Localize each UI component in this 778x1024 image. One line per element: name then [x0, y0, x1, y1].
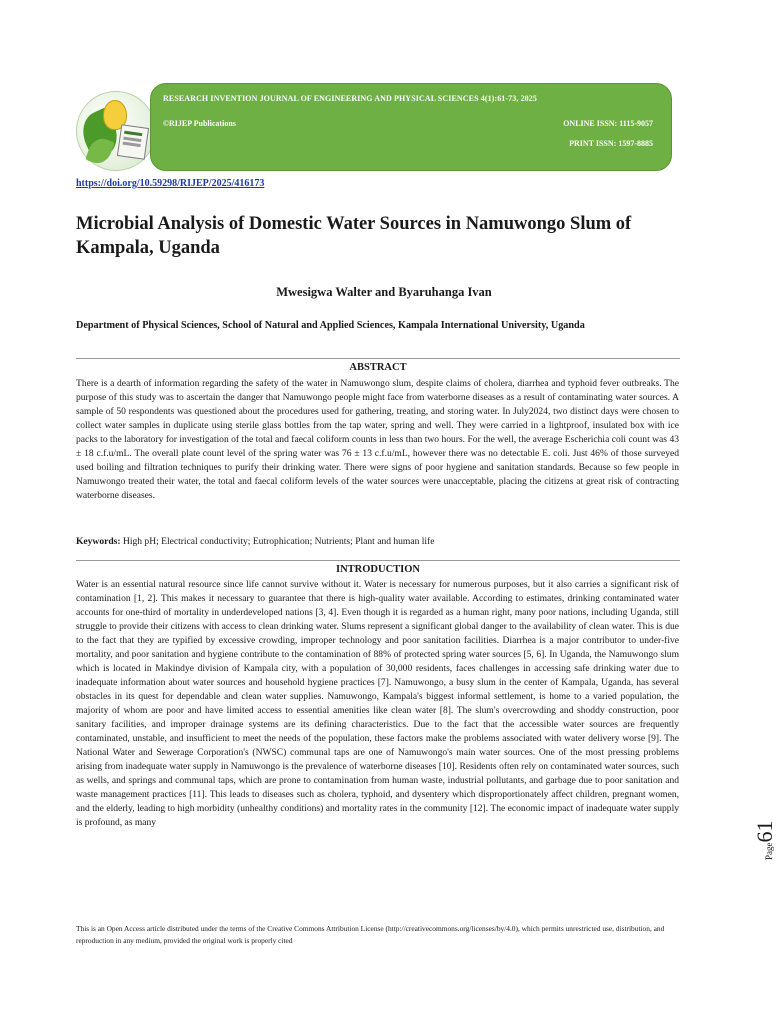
introduction-text: Water is an essential natural resource since life cannot survive without it. Water is necessary for numerous purposes, but it also carries a significant risk of contamination [1, 2]. This makes it necessary to guarantee that there is high-quality water available. According to estimates, drinking contaminated water accounts for one-third of mortality in underdeveloped nations [3, 4]. Even though it is regarded as a human right, many poor nations, including Uganda, still struggle to provide their citizens with access to clean drinking water. Slums represent a significant global danger to the availability of clean water. This is due to the fact that they are typified by excessive crowding, improper technology and poor sanitation facilities. Diarrhea is a major contributor to under-five mortality, and poor sanitation and hygiene contribute to the contamination of 88% of protected spring water sources [5, 6]. In Uganda, the Namuwongo slum which is located in Makindye division of Kampala city, with a population of 30,000 residents, faces challenges in accessing safe drinking water due to inadequate information about water sources and household hygiene practices [7]. Namuwongo, a busy slum in the center of Kampala, Uganda, has several obstacles in its quest for dependable and clean water supplies. Namuwongo, Kampala's biggest informal settlement, is home to a varied population, the majority of whom are poor and have limited access to essential amenities like clean water [8]. The slum's overcrowding and shoddy construction, poor sanitary facilities, and improper drainage systems are its defining characteristics. Due to the fact that the accessible water sources are frequently contaminated, unstable, and insufficient to meet the needs of the population, these factors make the problems associated with water delivery worse [9]. The National Water and Sewerage Corporation's (NWSC) communal taps are one of Namuwongo's main water sources. One of the most pressing problems arising from inadequate water supply in Namuwongo is the prevalence of waterborne diseases [10]. Residents often rely on contaminated water sources, such as wells, and springs and communal taps, which are prone to contamination from human waste, industrial pollutants, and garbage due to poor sanitation and waste management practices [11]. This leads to diseases such as cholera, typhoid, and dysentery which disproportionately affect children, pregnant women, and the elderly, leading to high morbidity (unhealthy conditions) and mortality rates in the community [12]. The economic impact of inadequate water supply is profound, as many [76, 579, 679, 828]
journal-citation: RESEARCH INVENTION JOURNAL OF ENGINEERING AND PHYSICAL SCIENCES 4(1):61-73, 2025 [163, 94, 537, 103]
author-affiliation: Department of Physical Sciences, School of Natural and Applied Sciences, Kampala International University, Uganda [76, 320, 585, 331]
keywords-text: High pH; Electrical conductivity; Eutrophication; Nutrients; Plant and human life [122, 536, 435, 547]
abstract-text: There is a dearth of information regarding the safety of the water in Namuwongo slum, despite claims of cholera, diarrhea and typhoid fever outbreaks. The purpose of this study was to ascertain the danger that Namuwongo people might face from waterborne diseases as a result of contaminating water sources. A sample of 50 respondents was questioned about the procedures used for gathering, treating, and storing water. In July2024, two distinct days were chosen to collect water samples in duplicate using sterile glass bottles from the tap water, spring and well. They were carried in a lightproof, insulated box with ice packs to the laboratory for investigation of the total and faecal coliform counts in less than two hours. For the well, the average Escherichia coli count was 43 ± 18 c.f.u/mL. The overall plate count level of the spring water was 76 ± 13 c.f.u/mL, however there was no detectable E. coli. Just 46% of those surveyed used boiling and filtration techniques to purify their drinking water. There were signs of poor hygiene and sanitation standards. Because so few people in Namuwongo treated their water, the total and faecal coliform levels of the water sources were unacceptable, placing the citizens at great risk of contracting waterborne diseases. [76, 378, 679, 501]
page-word: Page [764, 842, 774, 860]
paper-title: Microbial Analysis of Domestic Water Sources in Namuwongo Slum of Kampala, Uganda [76, 214, 632, 258]
rijep-logo-icon [76, 91, 156, 171]
publisher-label: ©RIJEP Publications [163, 119, 236, 128]
page-digit: 61 [752, 820, 777, 843]
print-issn: PRINT ISSN: 1597-8885 [569, 139, 653, 148]
license-footer: This is an Open Access article distributed under the terms of the Creative Commons Attribution License (http://creativecommons.org/licenses/by/4.0), which permits unrestricted use, distribution, and reproduction in any medium, provided the original work is properly cited [76, 924, 665, 945]
keywords-line [76, 535, 680, 549]
keywords-label: Keywords: [76, 536, 121, 547]
introduction-heading: INTRODUCTION [335, 564, 420, 575]
author-names: Mwesigwa Walter and Byaruhanga Ivan [276, 285, 492, 299]
online-issn: ONLINE ISSN: 1115-9057 [563, 119, 653, 128]
doi-link[interactable]: https://doi.org/10.59298/RIJEP/2025/416173 [76, 178, 265, 189]
divider [76, 358, 680, 359]
abstract-heading: ABSTRACT [349, 362, 407, 373]
journal-banner [150, 83, 672, 171]
divider [76, 560, 680, 561]
